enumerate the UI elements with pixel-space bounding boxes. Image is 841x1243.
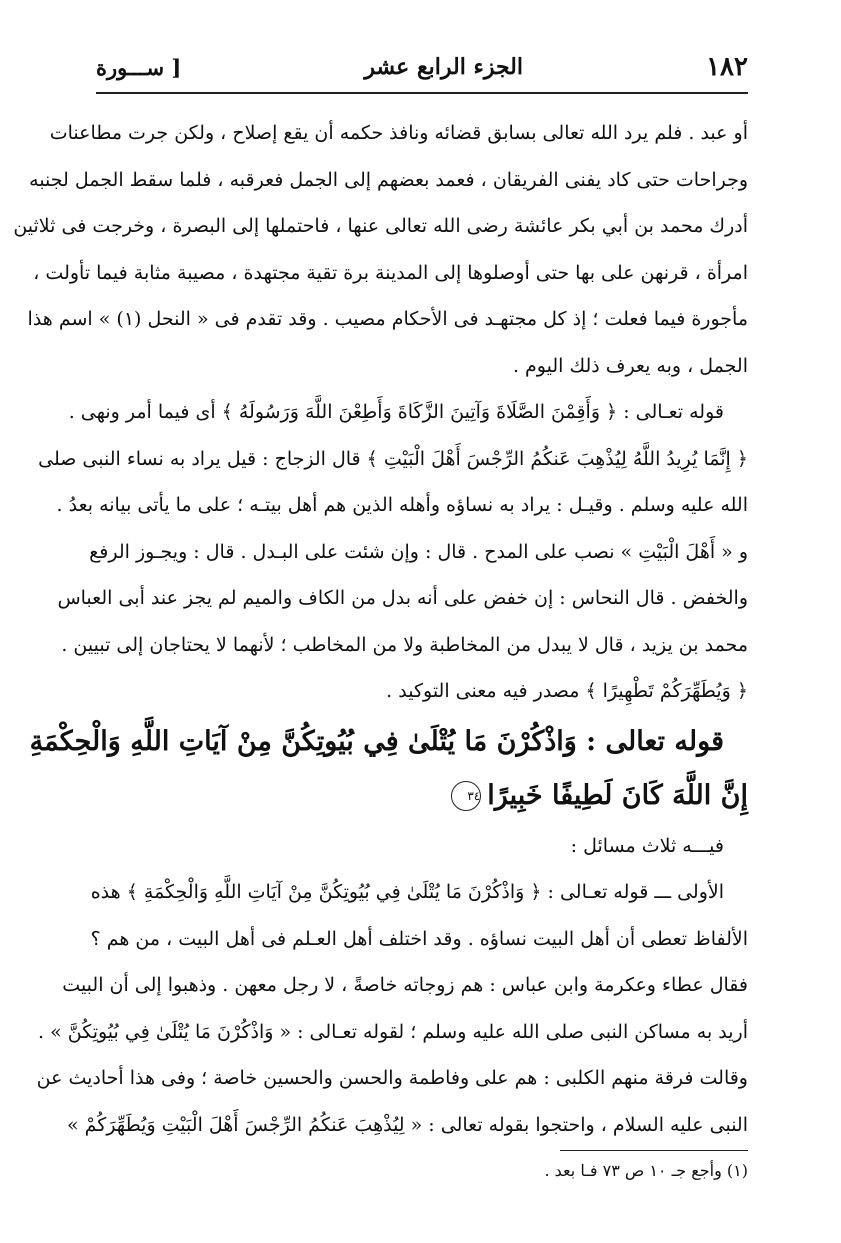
- text-line: الجمل ، وبه يعرف ذلك اليوم .: [512, 354, 748, 377]
- footnote-rule: [560, 1150, 748, 1151]
- text-line: وجراحات حتى كاد يفنى الفريقان ، فعمد بعضهم إلى الجمل فعرقبه ، فلما سقط الجمل لجنبه: [29, 168, 748, 191]
- text-line: ﴿ وَيُطَهِّرَكُمْ تَطْهِيرًا ﴾ مصدر فيه معنى التوكيد .: [386, 680, 748, 702]
- text-line: النبى عليه السلام ، واحتجوا بقوله تعالى : « لِيُذْهِبَ عَنكُمُ الرِّجْسَ أَهْلَ الْبَيْتِ وَيُطَهِّرَكُمْ »: [66, 1113, 748, 1136]
- verse-line: قوله تعالى : وَاذْكُرْنَ مَا يُتْلَىٰ فِي بُيُوتِكُنَّ مِنْ آيَاتِ اللَّهِ وَالْحِكْمَةِ: [29, 725, 724, 757]
- text-line: امرأة ، قرنهن على بها حتى أوصلوها إلى المدينة برة تقية مجتهدة ، مصيبة مثابة فيما تأولت ،: [33, 261, 748, 284]
- text-line: قوله تعـالى : ﴿ وَأَقِمْنَ الصَّلَاةَ وَآتِينَ الزَّكَاةَ وَأَطِعْنَ اللَّهَ وَرَسُولَهُ ﴾ أى فيما أمر ونهى .: [68, 401, 724, 423]
- text-line: أدرك محمد بن أبي بكر عائشة رضى الله تعالى عنها ، فاحتملها إلى البصرة ، وخرجت فى ثلاثين: [13, 215, 748, 237]
- page-body: [13, 110, 748, 1148]
- text-line: ﴿ إِنَّمَا يُرِيدُ اللَّهُ لِيُذْهِبَ عَنكُمُ الرِّجْسَ أَهْلَ الْبَيْتِ ﴾ قال الزجاج : قيل يراد به نساء النبى صلى: [38, 447, 748, 470]
- text-line: الله عليه وسلم . وقيـل : يراد به نساؤه وأهله الذين هم أهل بيتـه ؛ على ما يأتى بيانه بعدُ .: [56, 494, 748, 516]
- surah-label: [ ســـورة: [96, 54, 182, 80]
- text-line: والخفض . قال النحاس : إن خفض على أنه بدل من الكاف والميم لم يجز عند أبى العباس: [57, 587, 748, 609]
- text-line: أو عبد . فلم يرد الله تعالى بسابق قضائه ونافذ حكمه أن يقع إصلاح ، ولكن جرت مطاعنات: [49, 122, 748, 144]
- text-line: وقالت فرقة منهم الكلبى : هم على وفاطمة والحسن والحسين خاصة ؛ وفى هذا أحاديث عن: [36, 1067, 748, 1089]
- page-number: ١٨٢: [706, 52, 748, 82]
- text-line: الأولى ـــ قوله تعـالى : ﴿ وَاذْكُرْنَ مَا يُتْلَىٰ فِي بُيُوتِكُنَّ مِنْ آيَاتِ اللَّهِ وَالْحِكْمَةِ ﴾ هذه: [90, 881, 724, 903]
- footnote: (١) وأجع جـ ١٠ ص ٧٣ فـا بعد .: [544, 1161, 748, 1180]
- header-rule: [96, 92, 748, 94]
- text-line: و « أَهْلَ الْبَيْتِ » نصب على المدح . قال : وإن شئت على البـدل . قال : ويجـوز الرفع: [89, 540, 748, 563]
- section-heading: فيـــه ثلاث مسائل :: [570, 834, 724, 857]
- verse-line: [96, 769, 748, 823]
- text-line: الألفاظ تعطى أن أهل البيت نساؤه . وقد اختلف أهل العـلم فى أهل البيت ، من هم ؟: [90, 927, 748, 950]
- text-line: أريد به مساكن النبى صلى الله عليه وسلم ؛ لقوله تعـالى : « وَاذْكُرْنَ مَا يُتْلَىٰ فِي بُيُوتِكُنَّ » .: [38, 1020, 748, 1043]
- text-line: مأجورة فيما فعلت ؛ إذ كل مجتهـد فى الأحكام مصيب . وقد تقدم فى « النحل (١) » اسم هذا: [27, 308, 748, 330]
- text-line: محمد بن يزيد ، قال لا يبدل من المخاطبة ولا من المخاطب ؛ لأنهما لا يحتاجان إلى تبيين .: [61, 633, 748, 656]
- page-header: [96, 44, 748, 90]
- verse-text: إِنَّ اللَّهَ كَانَ لَطِيفًا خَبِيرًا: [487, 779, 748, 811]
- verse-number-marker: ٣٤: [451, 781, 481, 811]
- running-title: الجزء الرابع عشر: [364, 54, 523, 80]
- text-line: فقال عطاء وعكرمة وابن عباس : هم زوجاته خاصةً ، لا رجل معهن . وذهبوا إلى أن البيت: [62, 974, 748, 996]
